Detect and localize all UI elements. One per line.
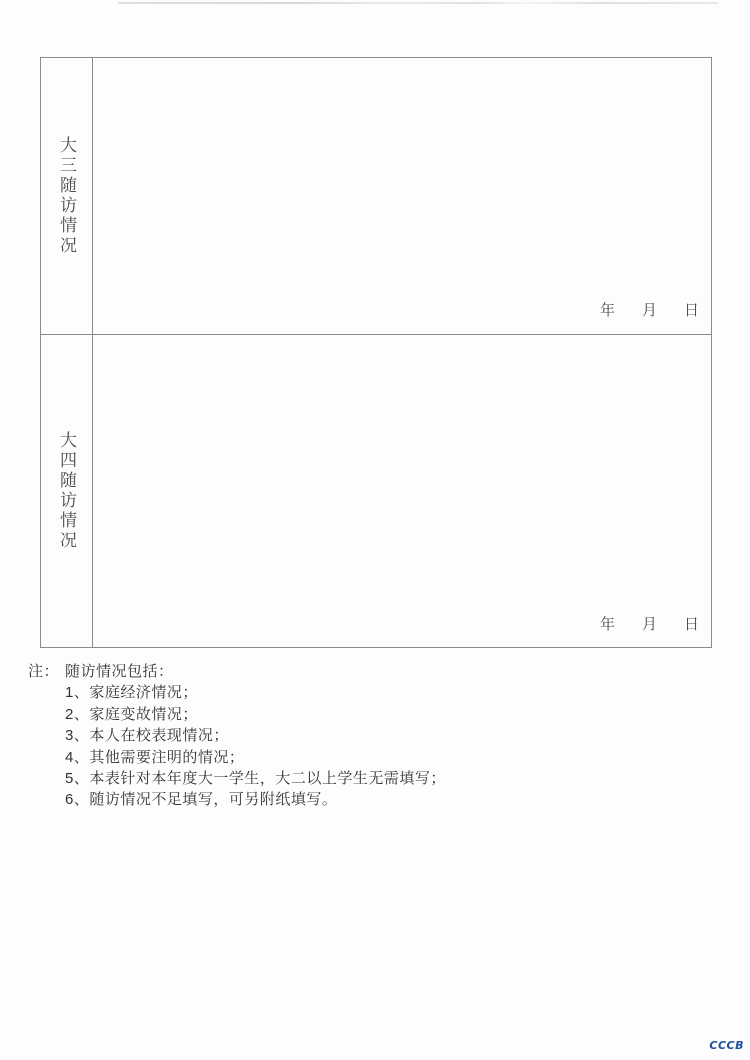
day-char: 日 <box>683 303 699 319</box>
cccb-watermark: CCCB <box>709 1039 744 1052</box>
note-item-3: 3、本人在校表现情况； <box>65 727 229 745</box>
senior-followup-label: 大四随访情况 <box>57 431 76 551</box>
date-placeholder <box>600 299 699 320</box>
senior-followup-entry-area <box>93 335 711 647</box>
year-char: 年 <box>599 303 615 319</box>
scan-artifact-line <box>118 2 718 4</box>
date-placeholder <box>600 613 699 634</box>
month-char: 月 <box>641 617 657 633</box>
note-item-4: 4、其他需要注明的情况； <box>65 748 245 766</box>
notes-heading-text: 随访情况包括： <box>65 663 174 680</box>
month-char: 月 <box>641 303 657 319</box>
notes-prefix: 注： <box>28 663 60 680</box>
note-item-1: 1、家庭经济情况； <box>65 684 198 702</box>
note-item-5: 5、本表针对本年度大一学生，大二以上学生无需填写； <box>65 770 446 788</box>
table-row-senior-year <box>41 335 711 647</box>
junior-followup-entry-area <box>93 58 711 334</box>
notes-section <box>28 661 446 811</box>
junior-followup-label: 大三随访情况 <box>57 136 76 256</box>
row-label-cell <box>41 335 93 647</box>
table-row-junior-year <box>41 58 711 335</box>
notes-heading <box>28 661 446 682</box>
note-item-6: 6、随访情况不足填写，可另附纸填写。 <box>65 791 338 809</box>
day-char: 日 <box>683 617 699 633</box>
row-label-cell <box>41 58 93 334</box>
year-char: 年 <box>599 617 615 633</box>
followup-form-table <box>40 57 712 648</box>
note-item-2: 2、家庭变故情况； <box>65 705 198 723</box>
